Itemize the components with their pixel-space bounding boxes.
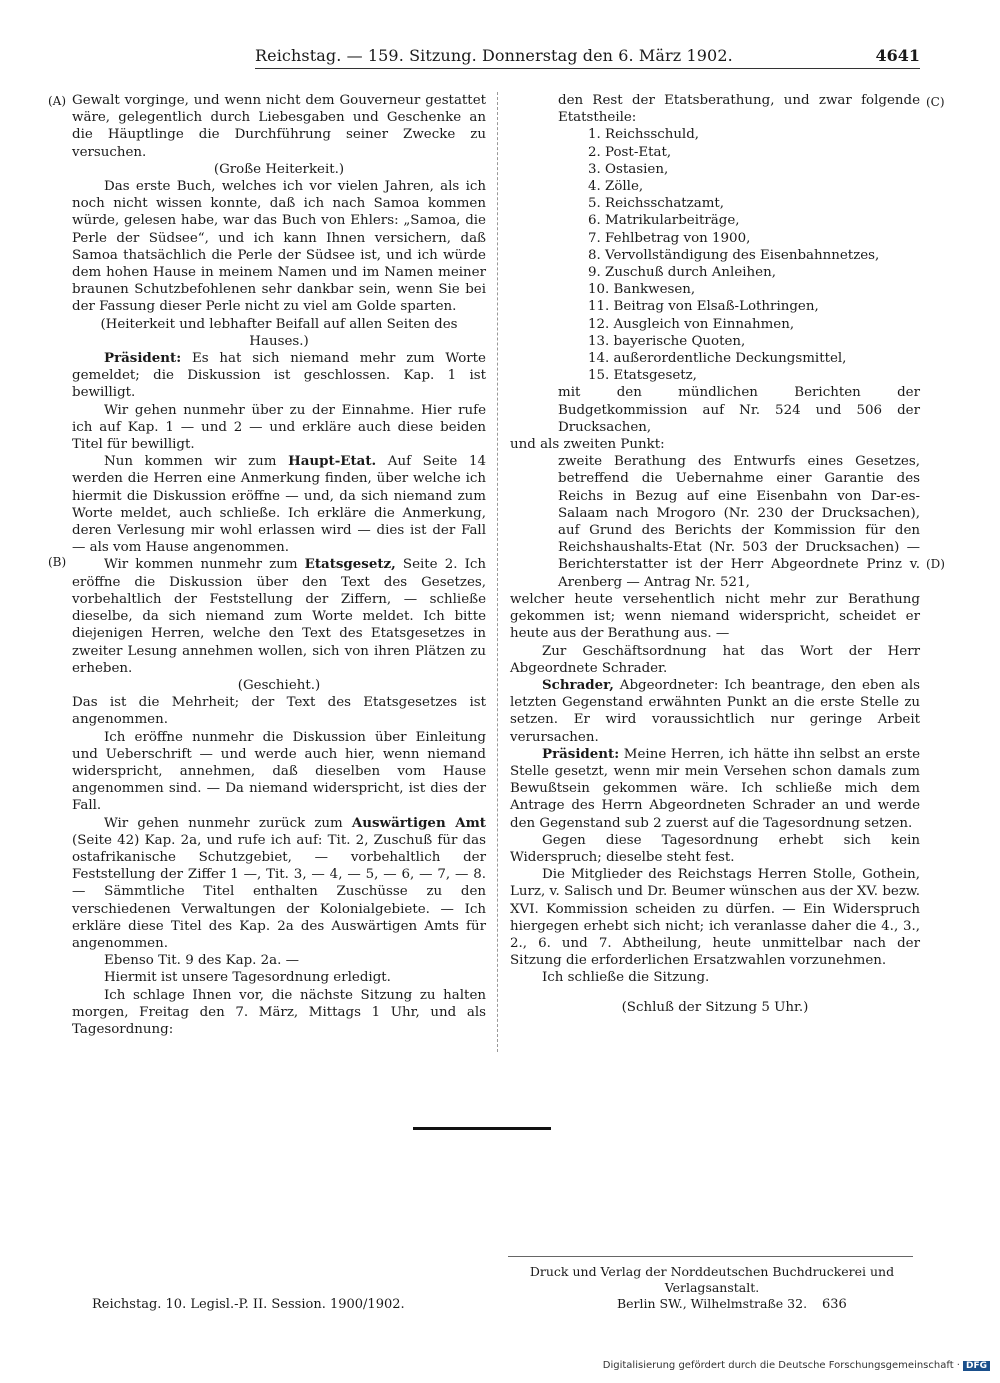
printer-address: Berlin SW., Wilhelmstraße 32. [616,1296,808,1311]
paragraph: Gegen diese Tagesordnung erhebt sich kein Widerspruch; dieselbe steht fest. [510,832,920,865]
agenda-item: 15. Etatsgesetz, [588,368,697,384]
agenda-item: 12. Ausgleich von Einnahmen, [588,316,795,332]
agenda-item: 14. außerordentliche Deckungsmittel, [588,351,847,367]
session-closing: (Schluß der Sitzung 5 Uhr.) [621,999,809,1015]
agenda-item: 5. Reichsschatzamt, [588,196,725,212]
margin-mark-b: (B) [48,555,67,569]
speaker-schrader: Schrader, [542,676,614,693]
margin-mark-a: (A) [48,94,67,108]
keyword-haupt-etat: Haupt-Etat. [288,453,377,470]
speaker-president: Präsident: [542,745,620,762]
margin-mark-d: (D) [926,557,945,571]
footer-rule [508,1256,913,1257]
dfg-notice [603,1360,990,1371]
second-point: zweite Berathung des Entwurfs eines Gesetzes, betreffend die Uebernahme einer Garantie des Reichs in Bezug auf eine Eisenbahn von Dar-es-Salaam nach Mrogoro (Nr. 230 der Drucksachen), auf Grund des Berichts der Kommission für den Reichshaushalts-Etat (Nr. 503 der Drucksachen) — Berichterstatter ist der Herr Abgeordnete Prinz v. Arenberg — Antrag Nr. 521, [558,454,920,590]
agenda-item: 4. Zölle, [588,179,644,195]
paragraph: Ebenso Tit. 9 des Kap. 2a. — [104,953,300,969]
second-point-label: und als zweiten Punkt: [510,437,665,453]
left-column [72,92,486,1038]
agenda-item: 8. Vervollständigung des Eisenbahnnetzes, [588,247,880,263]
paragraph: Die Mitglieder des Reichstags Herren Stolle, Gothein, Lurz, v. Salisch und Dr. Beumer wünschen aus der XV. bezw. XVI. Kommission scheiden zu dürfen. — Ein Widerspruch hiergegen erhebt sich nicht; ich veranlasse daher die 4., 3., 2., 6. und 7. Abtheilung, heute unmittelbar nach der Sitzung die erforderlichen Ersatzwahlen vorzunehmen. [510,867,920,969]
paragraph: Wir gehen nunmehr zurück zum Auswärtigen Amt (Seite 42) Kap. 2a, und rufe ich auf: Tit. 2, Zuschuß für das ostafrikanische Schutzgebiet, — vorbehaltlich der Feststellung der Ziffer 1 —, Tit. 3, — 4, — 5, — 6, — 7, — 8. — Sämmtliche Titel enthalten Zuschüsse zu den verschiedenen Verwaltungen der Kolonialgebiete. — Ich erkläre diese Titel des Kap. 2a des Auswärtigen Amts für angenommen. [72,814,486,951]
printer-line: Druck und Verlag der Norddeutschen Buchdruckerei und Verlagsanstalt. [529,1264,895,1295]
dfg-logo: DFG [963,1361,990,1371]
column-divider [497,92,498,1052]
agenda-list [510,126,920,384]
printer-imprint [502,1264,922,1312]
running-header [255,44,920,69]
agenda-item: 10. Bankwesen, [588,282,696,298]
paragraph: Präsident: Es hat sich niemand mehr zum Worte gemeldet; die Diskussion ist geschlossen. Kap. 1 ist bewilligt. [72,350,486,401]
dfg-text: Digitalisierung gefördert durch die Deutsche Forschungsgemeinschaft · [602,1360,960,1371]
agenda-item: 1. Reichsschuld, [588,127,700,143]
agenda-item: 11. Beitrag von Elsaß-Lothringen, [588,299,819,315]
interjection: (Heiterkeit und lebhafter Beifall auf allen Seiten des Hauses.) [100,316,458,349]
session-signature: Reichstag. 10. Legisl.-P. II. Session. 1900/1902. [92,1297,405,1312]
paragraph: Präsident: Meine Herren, ich hätte ihn selbst an erste Stelle gesetzt, wenn mir mein Versehen schon damals zum Bewußtsein gekommen wäre. Ich schließe mich dem Antrage des Herrn Abgeordneten Schrader an und werde den Gegenstand sub 2 zuerst auf die Tagesordnung setzen. [510,745,920,831]
paragraph: welcher heute versehentlich nicht mehr zur Berathung gekommen ist; wenn niemand widerspricht, scheidet er heute aus der Berathung aus. — [510,591,920,642]
end-rule [413,1127,551,1130]
speaker-president: Präsident: [104,350,182,367]
interjection: (Geschieht.) [237,677,321,693]
paragraph: Hiermit ist unsere Tagesordnung erledigt. [104,970,391,986]
interjection: (Große Heiterkeit.) [213,161,345,177]
paragraph: Wir kommen nunmehr zum Etatsgesetz, Seite 2. Ich eröffne die Diskussion über den Text des Gesetzes, vorbehaltlich der Feststellung der Ziffern, — schließe dieselbe, da sich niemand zum Worte meldet. Ich bitte diejenigen Herren, welche den Text des Etatsgesetzes in zweiter Lesung annehmen wollen, sich von ihren Plätzen zu erheben. [72,556,486,676]
paragraph: Ich schlage Ihnen vor, die nächste Sitzung zu halten morgen, Freitag den 7. März, Mittags 1 Uhr, und als Tagesordnung: [72,987,486,1037]
paragraph: Gewalt vorginge, und wenn nicht dem Gouverneur gestattet wäre, gelegentlich durch Liebesgaben und Geschenke an die Häuptlinge die Durchführung seiner Zwecke zu versuchen. [72,93,486,160]
agenda-item: 2. Post-Etat, [588,144,672,160]
sheet-number: 636 [822,1297,847,1312]
agenda-item: 7. Fehlbetrag von 1900, [588,230,751,246]
keyword-etatsgesetz: Etatsgesetz, [304,556,396,573]
paragraph: Das ist die Mehrheit; der Text des Etatsgesetzes ist angenommen. [72,695,486,728]
agenda-intro: den Rest der Etatsberathung, und zwar folgende Etatstheile: [558,93,920,126]
paragraph: Ich schließe die Sitzung. [542,970,710,986]
agenda-item: 3. Ostasien, [588,161,669,177]
header-title: Reichstag. — 159. Sitzung. Donnerstag den 6. März 1902. [255,46,733,65]
page-number: 4641 [875,46,920,65]
keyword-auswaertiges-amt: Auswärtigen Amt [351,814,486,831]
agenda-item: 13. bayerische Quoten, [588,333,746,349]
paragraph: Zur Geschäftsordnung hat das Wort der Herr Abgeordnete Schrader. [510,643,920,676]
paragraph: Nun kommen wir zum Haupt-Etat. Auf Seite 14 werden die Herren eine Anmerkung finden, über welche ich hiermit die Diskussion eröffne — und, da sich niemand zum Worte meldet, auch schließe. Ich erkläre die Anmerkung, deren Verlesung mir wohl erlassen wird — dies ist der Fall — als vom Hause angenommen. [72,453,486,556]
paragraph: Schrader, Abgeordneter: Ich beantrage, den eben als letzten Gegenstand erwähnten Punkt an die erste Stelle zu setzen. Er wird voraussichtlich nur geringe Arbeit verursachen. [510,676,920,745]
agenda-reports: mit den mündlichen Berichten der Budgetkommission auf Nr. 524 und 506 der Drucksachen, [558,385,920,435]
margin-mark-c: (C) [926,95,945,109]
paragraph: Wir gehen nunmehr über zu der Einnahme. Hier rufe ich auf Kap. 1 — und 2 — und erkläre auch diese beiden Titel für bewilligt. [72,402,486,453]
right-column [510,92,920,1016]
paragraph: Das erste Buch, welches ich vor vielen Jahren, als ich noch nicht wissen konnte, daß ich nach Samoa kommen würde, gelesen habe, war das Buch von Ehlers: „Samoa, die Perle der Südsee“, und ich kann Ihnen versichern, daß Samoa thatsächlich die Perle der Südsee ist, und ich würde dem hohen Hause in meinem Namen und im Namen meiner braunen Schutzbefohlenen sehr dankbar sein, wenn Sie bei der Fassung dieser Perle nicht zu viel am Golde sparten. [72,179,486,315]
paragraph: Ich eröffne nunmehr die Diskussion über Einleitung und Ueberschrift — und werde auch hier, wenn niemand widerspricht, annehmen, daß dieselben vom Hause angenommen sind. — Da niemand widerspricht, ist dies der Fall. [72,729,486,814]
agenda-item: 6. Matrikularbeiträge, [588,213,740,229]
agenda-item: 9. Zuschuß durch Anleihen, [588,265,776,281]
